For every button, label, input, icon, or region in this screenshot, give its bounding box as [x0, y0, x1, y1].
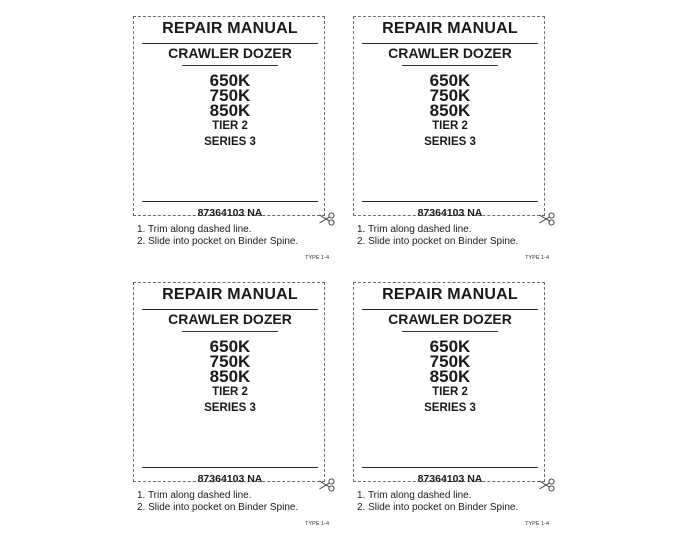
type-label: TYPE 1-4: [305, 255, 329, 261]
model-number: 750K: [209, 352, 251, 371]
spine-label-card: [353, 282, 545, 485]
tier-label: TIER 2: [432, 120, 468, 132]
instruction-line: 2. Slide into pocket on Binder Spine.: [357, 236, 519, 247]
model-list: [134, 73, 326, 118]
divider-line: [142, 43, 318, 44]
divider-line: [362, 309, 538, 310]
model-list: [354, 73, 546, 118]
scissors-icon: [318, 478, 336, 492]
divider-line: [182, 65, 278, 66]
model-list: [134, 339, 326, 384]
model-number: 650K: [429, 71, 471, 90]
part-number: 87364103 NA: [197, 473, 263, 485]
instruction-line: 1. Trim along dashed line.: [357, 490, 472, 501]
series-label: SERIES 3: [424, 136, 476, 148]
part-number: 87364103 NA: [417, 207, 483, 219]
scissors-icon: [538, 478, 556, 492]
type-label: TYPE 1-4: [525, 255, 549, 261]
series-label: SERIES 3: [424, 402, 476, 414]
divider-line: [362, 201, 538, 202]
part-number: 87364103 NA: [417, 473, 483, 485]
spine-label-card: [133, 282, 325, 485]
manual-title: REPAIR MANUAL: [162, 20, 298, 37]
series-label: SERIES 3: [204, 136, 256, 148]
divider-line: [362, 43, 538, 44]
divider-line: [402, 65, 498, 66]
model-number: 750K: [209, 86, 251, 105]
divider-line: [182, 331, 278, 332]
series-label: SERIES 3: [204, 402, 256, 414]
manual-title: REPAIR MANUAL: [382, 20, 518, 37]
label-block: [133, 16, 343, 286]
divider-line: [362, 467, 538, 468]
divider-line: [142, 201, 318, 202]
model-number: 750K: [429, 352, 471, 371]
divider-line: [402, 331, 498, 332]
tier-label: TIER 2: [212, 120, 248, 132]
manual-subtitle: CRAWLER DOZER: [168, 45, 292, 61]
type-label: TYPE 1-4: [305, 521, 329, 527]
divider-line: [142, 467, 318, 468]
manual-subtitle: CRAWLER DOZER: [168, 311, 292, 327]
model-list: [354, 339, 546, 384]
manual-title: REPAIR MANUAL: [382, 286, 518, 303]
spine-label-card: [353, 16, 545, 219]
tier-label: TIER 2: [432, 386, 468, 398]
instruction-line: 2. Slide into pocket on Binder Spine.: [137, 236, 299, 247]
instruction-line: 1. Trim along dashed line.: [137, 490, 252, 501]
model-number: 850K: [429, 367, 471, 386]
part-number: 87364103 NA: [197, 207, 263, 219]
model-number: 750K: [429, 86, 471, 105]
instruction-line: 1. Trim along dashed line.: [137, 224, 252, 235]
model-number: 850K: [429, 101, 471, 120]
model-number: 850K: [209, 367, 251, 386]
model-number: 850K: [209, 101, 251, 120]
instruction-line: 1. Trim along dashed line.: [357, 224, 472, 235]
model-number: 650K: [429, 337, 471, 356]
manual-subtitle: CRAWLER DOZER: [388, 45, 512, 61]
model-number: 650K: [209, 71, 251, 90]
spine-label-card: [133, 16, 325, 219]
instruction-line: 2. Slide into pocket on Binder Spine.: [137, 502, 299, 513]
tier-label: TIER 2: [212, 386, 248, 398]
label-block: [353, 16, 563, 286]
type-label: TYPE 1-4: [525, 521, 549, 527]
scissors-icon: [538, 212, 556, 226]
label-block: [353, 282, 563, 552]
scissors-icon: [318, 212, 336, 226]
model-number: 650K: [209, 337, 251, 356]
divider-line: [142, 309, 318, 310]
label-block: [133, 282, 343, 552]
manual-subtitle: CRAWLER DOZER: [388, 311, 512, 327]
manual-title: REPAIR MANUAL: [162, 286, 298, 303]
instruction-line: 2. Slide into pocket on Binder Spine.: [357, 502, 519, 513]
